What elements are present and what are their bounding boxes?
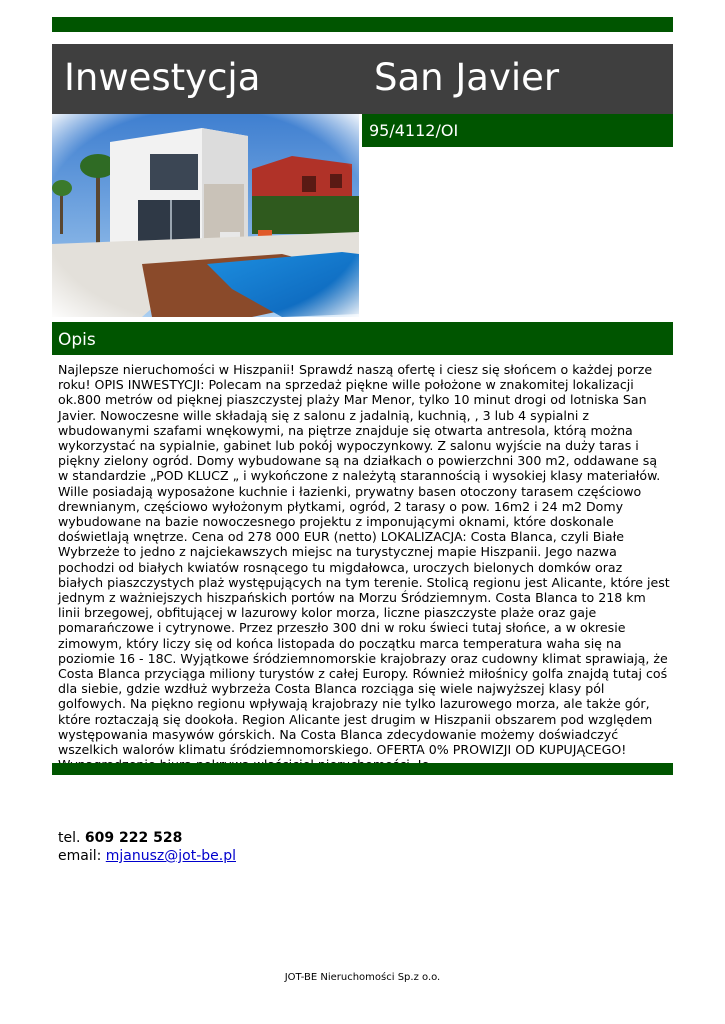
email-label: email: <box>58 848 102 864</box>
reference-code-bar <box>362 114 673 147</box>
villa-pool-image <box>52 114 359 317</box>
phone-label: tel. <box>58 830 81 846</box>
footer-company: JOT-BE Nieruchomości Sp.z o.o. <box>284 972 441 983</box>
title-investment: Inwestycja <box>64 56 261 99</box>
contact-block <box>58 829 236 865</box>
section-title: Opis <box>58 330 96 350</box>
phone-line <box>58 829 236 847</box>
bottom-green-bar <box>52 763 673 775</box>
title-bar <box>52 44 673 114</box>
description-text: Najlepsze nieruchomości w Hiszpanii! Sprawdź naszą ofertę i ciesz się słońcem o każdej porze roku! OPIS INWESTYCJI: Polecam na sprzedaż piękne wille położone w znakomitej lokalizacji ok.800 metrów od pięknej piaszczystej plaży Mar Menor, tylko 10 minut drogi od lotniska San Javier. Nowoczesne wille składają się z salonu z jadalnią, kuchnią, , 3 lub 4 sypialni z wbudowanymi szafami wnękowymi, na piętrze znajduje się otwarta antresola, którą można wykorzystać na sypialnie, gabinet lub pokój wypoczynkowy. Z salonu wyjście na duży taras i piękny zielony ogród. Domy wybudowane są na działkach o powierzchni 300 m2, oddawane są w standardzie „POD KLUCZ „ i wykończone z należytą starannością i wysokiej klasy materiałów. Wille posiadają wyposażone kuchnie i łazienki, prywatny basen otoczony tarasem częściowo drewnianym, częściowo wyłożonym płytkami, ogród, 2 tarasy o pow. 16m2 i 24 m2 Domy wybudowane na bazie nowoczesnego projektu z imponującymi oknami, które doskonale doświetlają wnętrze. Cena od 278 000 EUR (netto) LOKALIZACJA: Costa Blanca, czyli Białe Wybrzeże to jedno z najciekawszych miejsc na turystycznej mapie Hiszpanii. Jego nazwa pochodzi od białych kwiatów rosnącego tu migdałowca, uroczych bielonych domków oraz białych piaszczystych plaż występujących na tym terenie. Stolicą regionu jest Alicante, które jest jednym z ważniejszych hiszpańskich portów na Morzu Śródziemnym. Costa Blanca to 218 km linii brzegowej, obfitującej w lazurowy kolor morza, liczne piaszczyste plaże oraz gaje pomarańczowe i cytrynowe. Przez przeszło 300 dni w roku świeci tutaj słońce, a w okresie zimowym, który liczy się od końca listopada do początku marca temperatura waha się na poziomie 16 - 18C. Wyjątkowe śródziemnomorskie krajobrazy oraz cudowny klimat sprawiają, że Costa Blanca przyciąga miliony turystów z całej Europy. Również miłośnicy golfa znajdą tutaj coś dla siebie, gdzie wzdłuż wybrzeża Costa Blanca rozciąga się wiele najwyższej klasy pól golfowych. Na piękno regionu wpływają krajobrazy nie tylko lazurowego morza, ale także gór, które roztaczają się dookoła. Region Alicante jest drugim w Hiszpanii obszarem pod względem występowania masywów górskich. Na Costa Blanca zdecydowanie możemy doświadczyć wszelkich walorów klimatu śródziemnomorskiego. OFERTA 0% PROWIZJI OD KUPUJĄCEGO! <box>58 362 670 758</box>
email-line <box>58 847 236 865</box>
reference-code: 95/4112/OI <box>369 121 459 140</box>
title-location: San Javier <box>374 56 560 99</box>
property-photo <box>52 114 359 317</box>
description-section-header <box>52 322 673 355</box>
top-green-bar <box>52 17 673 32</box>
email-link[interactable]: mjanusz@jot-be.pl <box>105 848 236 864</box>
phone-number: 609 222 528 <box>84 830 183 846</box>
